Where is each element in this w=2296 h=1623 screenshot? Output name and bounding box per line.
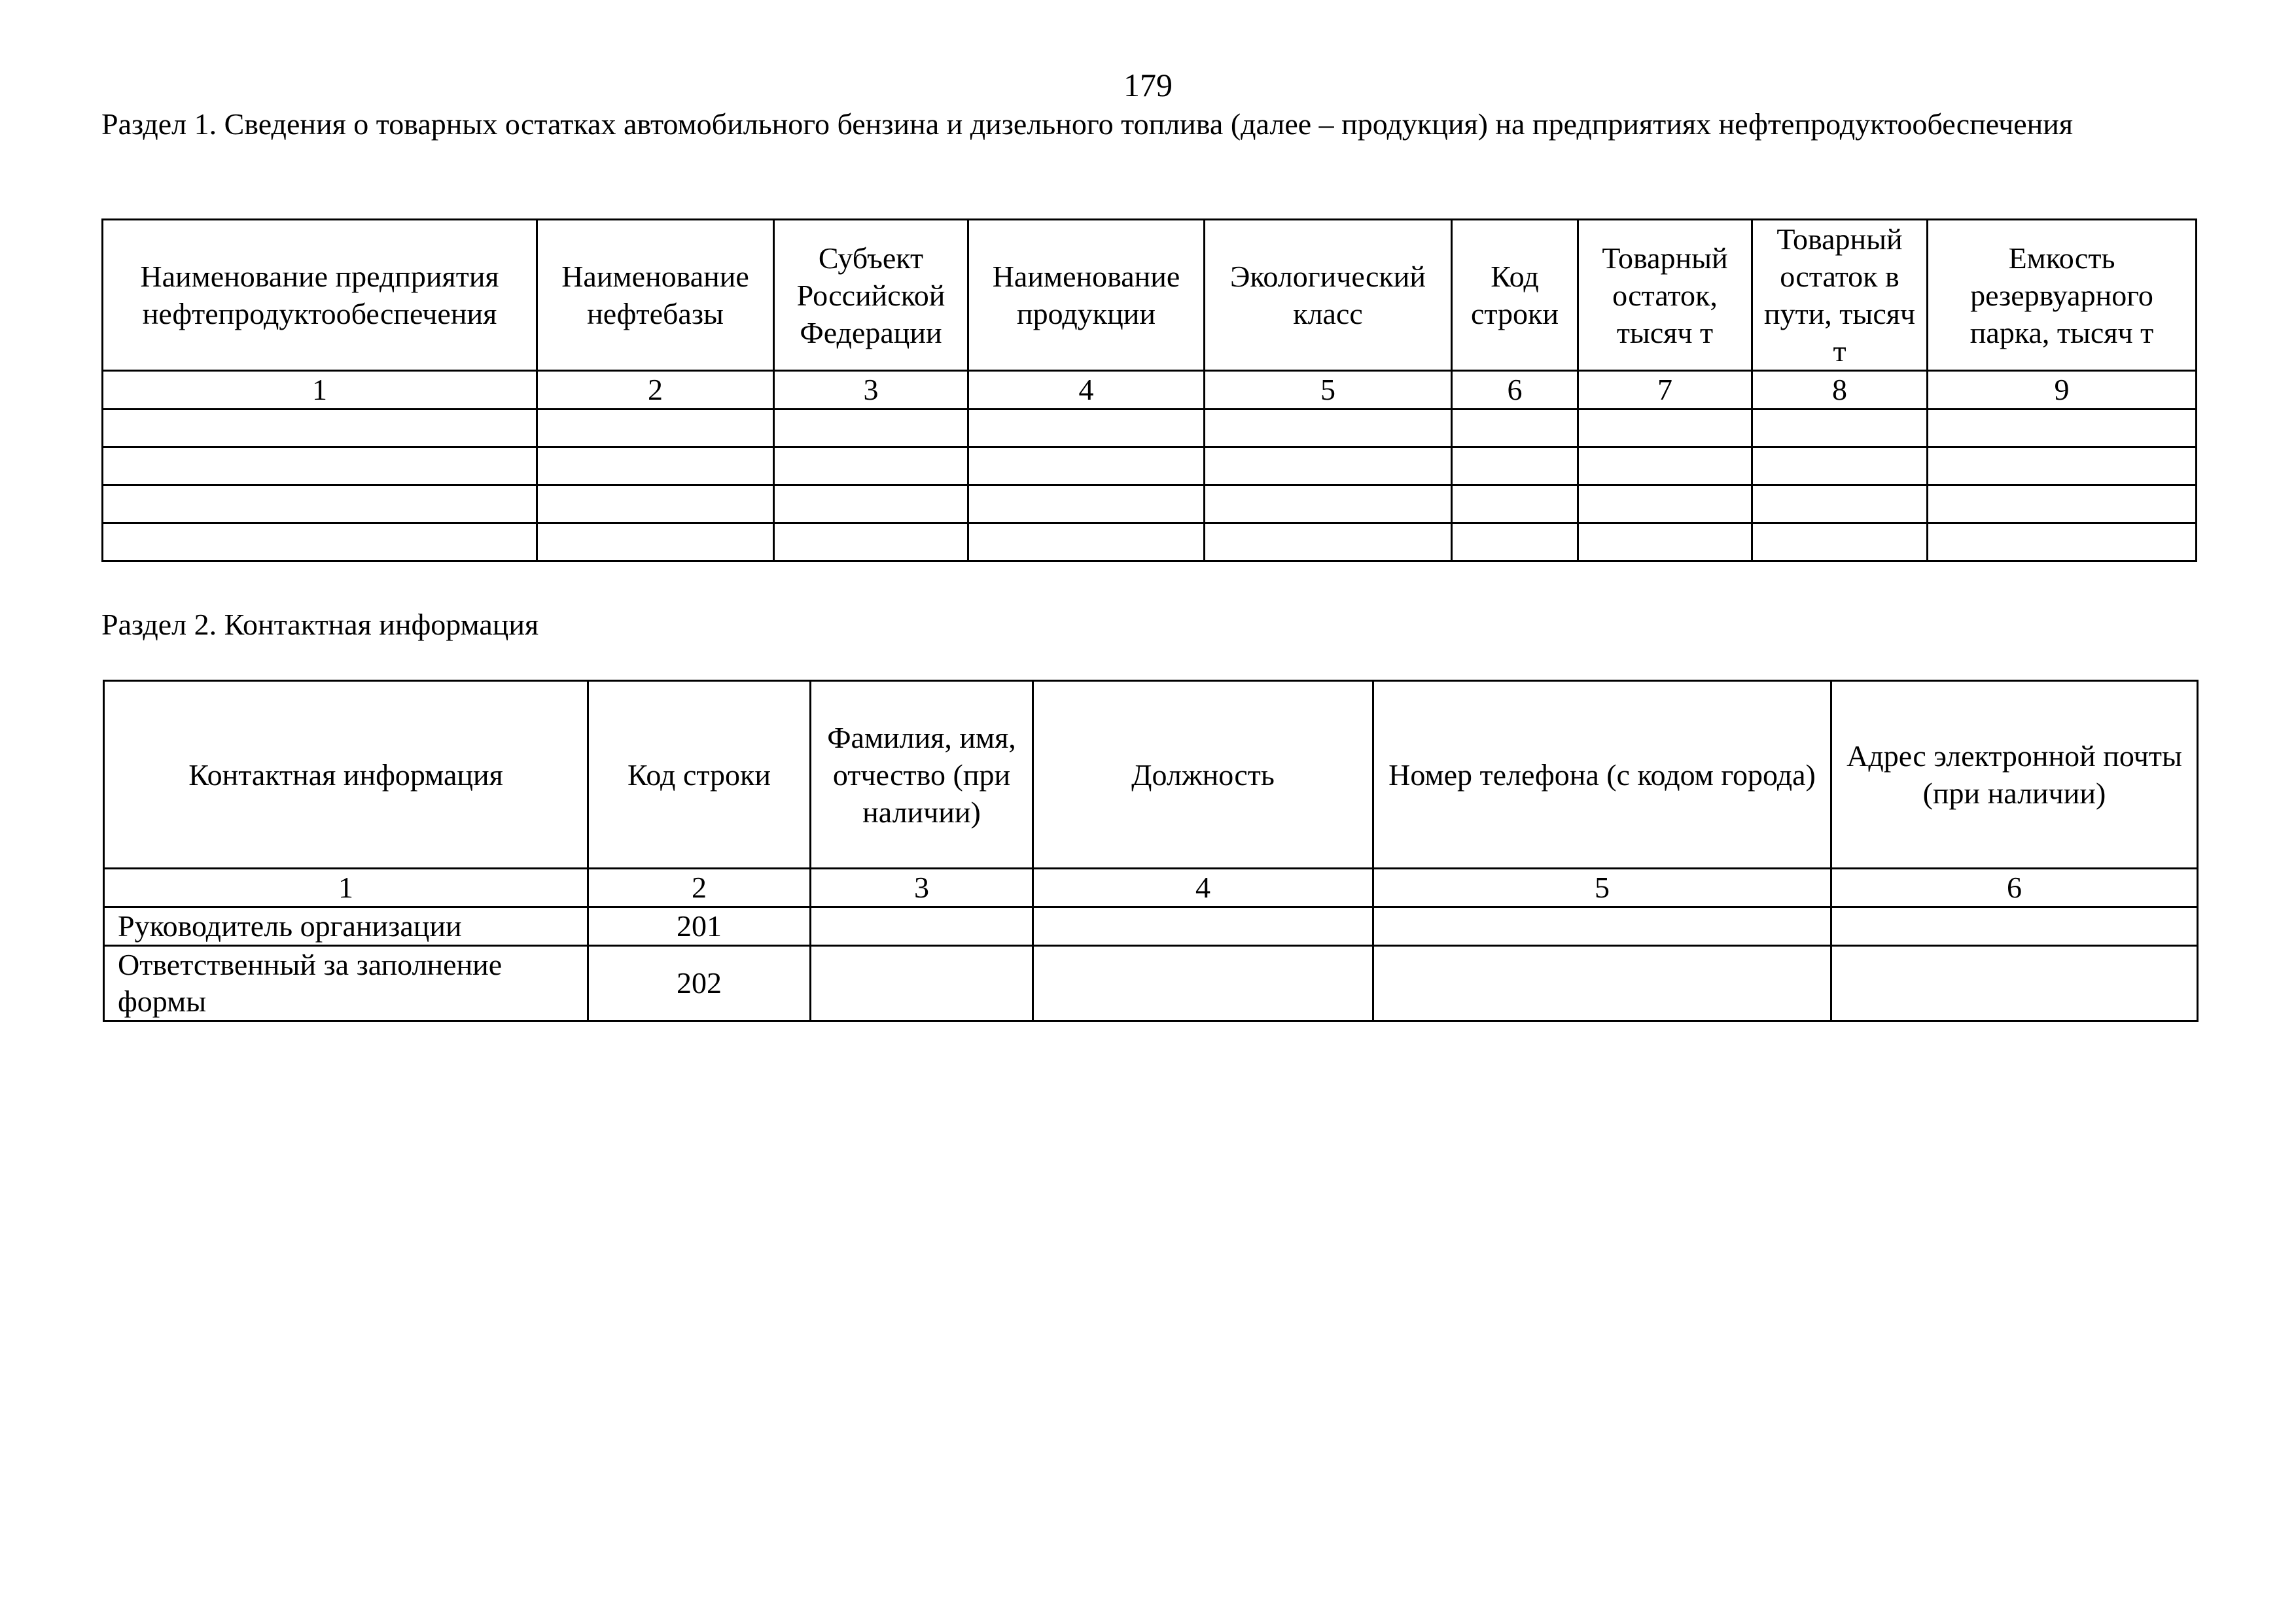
- col-header-product-name: Наименование продукции: [968, 220, 1205, 371]
- empty-cell[interactable]: [1831, 946, 2198, 1021]
- empty-cell[interactable]: [774, 485, 968, 523]
- empty-cell[interactable]: [811, 946, 1033, 1021]
- empty-cell[interactable]: [1205, 523, 1452, 561]
- empty-cell[interactable]: [1578, 485, 1752, 523]
- empty-cell[interactable]: [537, 410, 774, 447]
- table-row: [104, 946, 2198, 1021]
- empty-cell[interactable]: [1831, 907, 2198, 946]
- empty-cell[interactable]: [1928, 410, 2197, 447]
- column-number: 7: [1578, 371, 1752, 410]
- empty-cell[interactable]: [103, 485, 537, 523]
- column-number: 3: [774, 371, 968, 410]
- empty-cell[interactable]: [1205, 485, 1452, 523]
- empty-cell[interactable]: [1928, 523, 2197, 561]
- table-header-row: [103, 220, 2197, 371]
- column-number: 1: [103, 371, 537, 410]
- empty-cell[interactable]: [103, 410, 537, 447]
- empty-cell[interactable]: [537, 447, 774, 485]
- commodity-stocks-table: [101, 218, 2197, 562]
- table-row: [104, 907, 2198, 946]
- col-header-email: Адрес электронной почты (при наличии): [1831, 681, 2198, 869]
- table-row: [103, 523, 2197, 561]
- empty-cell[interactable]: [774, 447, 968, 485]
- col-header-federal-subject: Субъект Российской Федерации: [774, 220, 968, 371]
- section-2-title: Раздел 2. Контактная информация: [101, 608, 539, 641]
- empty-cell[interactable]: [1033, 946, 1373, 1021]
- column-number: 5: [1205, 371, 1452, 410]
- empty-cell[interactable]: [1752, 447, 1928, 485]
- empty-cell[interactable]: [1752, 410, 1928, 447]
- column-number: 2: [588, 869, 811, 907]
- empty-cell[interactable]: [811, 907, 1033, 946]
- empty-cell[interactable]: [1578, 523, 1752, 561]
- empty-cell[interactable]: [1578, 447, 1752, 485]
- empty-cell[interactable]: [1452, 523, 1578, 561]
- row-label: Руководитель организации: [104, 907, 588, 946]
- empty-cell[interactable]: [1452, 410, 1578, 447]
- col-header-phone: Номер телефона (с кодом города): [1373, 681, 1831, 869]
- empty-cell[interactable]: [1205, 410, 1452, 447]
- column-number-row: [103, 371, 2197, 410]
- empty-cell[interactable]: [1452, 485, 1578, 523]
- table-header-row: [104, 681, 2198, 869]
- section-1-title: Раздел 1. Сведения о товарных остатках автомобильного бензина и дизельного топлива (далее – продукция) на предприятиях нефтепродуктообеспечения: [101, 107, 2074, 141]
- table-row: [103, 485, 2197, 523]
- col-header-row-code: Код строки: [588, 681, 811, 869]
- empty-cell[interactable]: [103, 447, 537, 485]
- empty-cell[interactable]: [1752, 485, 1928, 523]
- col-header-tank-capacity: Емкость резервуарного парка, тысяч т: [1928, 220, 2197, 371]
- empty-cell[interactable]: [1752, 523, 1928, 561]
- empty-cell[interactable]: [537, 523, 774, 561]
- column-number-row: [104, 869, 2198, 907]
- column-number: 5: [1373, 869, 1831, 907]
- row-label: Ответственный за заполнение формы: [104, 946, 588, 1021]
- col-header-enterprise-name: Наименование предприятия нефтепродуктообеспечения: [103, 220, 537, 371]
- empty-cell[interactable]: [1373, 907, 1831, 946]
- empty-cell[interactable]: [774, 410, 968, 447]
- col-header-full-name: Фамилия, имя, отчество (при наличии): [811, 681, 1033, 869]
- col-header-position: Должность: [1033, 681, 1373, 869]
- row-code: 202: [588, 946, 811, 1021]
- column-number: 8: [1752, 371, 1928, 410]
- table-row: [103, 447, 2197, 485]
- empty-cell[interactable]: [1578, 410, 1752, 447]
- empty-cell[interactable]: [1373, 946, 1831, 1021]
- empty-cell[interactable]: [1452, 447, 1578, 485]
- empty-cell[interactable]: [537, 485, 774, 523]
- col-header-eco-class: Экологический класс: [1205, 220, 1452, 371]
- empty-cell[interactable]: [1928, 485, 2197, 523]
- column-number: 1: [104, 869, 588, 907]
- column-number: 6: [1452, 371, 1578, 410]
- empty-cell[interactable]: [1033, 907, 1373, 946]
- col-header-stock: Товарный остаток, тысяч т: [1578, 220, 1752, 371]
- column-number: 4: [1033, 869, 1373, 907]
- column-number: 3: [811, 869, 1033, 907]
- empty-cell[interactable]: [968, 410, 1205, 447]
- empty-cell[interactable]: [968, 485, 1205, 523]
- col-header-contact-info: Контактная информация: [104, 681, 588, 869]
- table-row: [103, 410, 2197, 447]
- column-number: 4: [968, 371, 1205, 410]
- column-number: 2: [537, 371, 774, 410]
- page-number: 179: [1123, 67, 1173, 103]
- col-header-row-code: Код строки: [1452, 220, 1578, 371]
- column-number: 9: [1928, 371, 2197, 410]
- row-code: 201: [588, 907, 811, 946]
- empty-cell[interactable]: [968, 523, 1205, 561]
- empty-cell[interactable]: [968, 447, 1205, 485]
- empty-cell[interactable]: [103, 523, 537, 561]
- col-header-stock-in-transit: Товарный остаток в пути, тысяч т: [1752, 220, 1928, 371]
- column-number: 6: [1831, 869, 2198, 907]
- contact-info-table: [103, 680, 2199, 1022]
- col-header-oil-depot-name: Наименование нефтебазы: [537, 220, 774, 371]
- empty-cell[interactable]: [1205, 447, 1452, 485]
- empty-cell[interactable]: [1928, 447, 2197, 485]
- empty-cell[interactable]: [774, 523, 968, 561]
